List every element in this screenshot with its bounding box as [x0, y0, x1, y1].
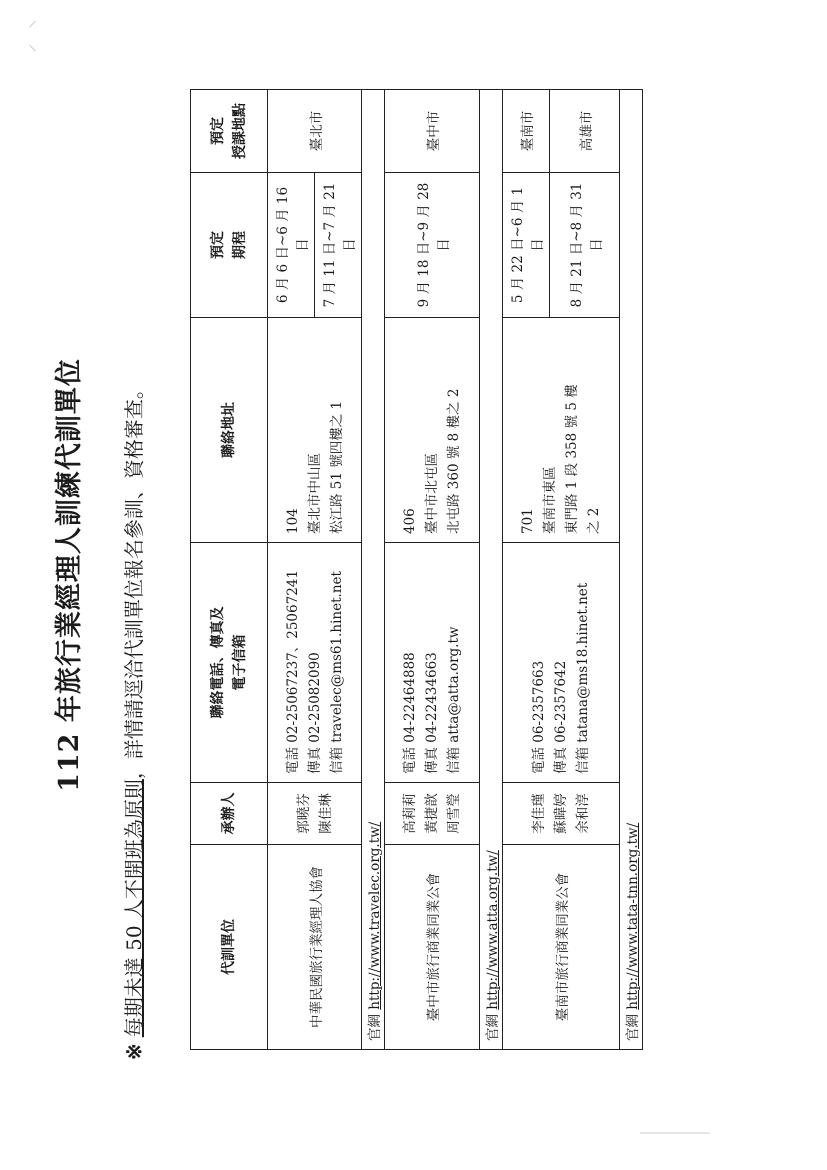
header-contact-person: 承辦人 — [191, 783, 268, 845]
period: 5 月 22 日~6 月 1 日 — [503, 173, 550, 318]
period: 6 月 6 日~6 月 16 日 — [268, 173, 315, 318]
contact-info: 電話 06-2357663 傳真 06-2357642 信箱 tatana@ms18.hinet.net — [503, 543, 620, 783]
website-label: 官網 — [485, 1014, 501, 1041]
table-header-row — [191, 90, 268, 1050]
website-label: 官網 — [625, 1014, 641, 1041]
contact-info: 電話 02-25067237、25067241 傳真 02-25082090 信箱 travelec@ms61.hinet.net — [268, 543, 362, 783]
website-link[interactable]: http://www.atta.org.tw/ — [485, 850, 501, 1010]
website-row — [362, 90, 385, 1050]
org-name: 中華民國旅行業經理人協會 — [268, 845, 362, 1050]
contact-info: 電話 04-22464888 傳真 04-22434663 信箱 atta@atta.org.tw — [385, 543, 480, 783]
header-phone-fax-email: 聯絡電話、傳真及 電子信箱 — [191, 543, 268, 783]
location: 高雄市 — [550, 90, 620, 173]
page-note — [114, 50, 154, 1060]
table-row — [385, 90, 480, 1050]
period: 8 月 21 日~8 月 31 日 — [550, 173, 620, 318]
contact-persons: 高莉莉 黃捷歆 周雪瑩 — [385, 783, 480, 845]
table-row — [503, 90, 550, 1050]
header-org: 代訓單位 — [191, 845, 268, 1050]
org-name: 臺南市旅行商業同業公會 — [503, 845, 620, 1050]
website-link[interactable]: http://www.travelec.org.tw/ — [367, 821, 383, 1010]
address: 104 臺北市中山區 松江路 51 號四樓之 1 — [268, 318, 362, 543]
scan-smudge: ⸝ ⸜ — [28, 10, 37, 55]
header-location: 預定 授課地點 — [191, 90, 268, 173]
address: 701 臺南市東區 東門路 1 段 358 號 5 樓 之 2 — [503, 318, 620, 543]
contact-persons: 李佳瑾 蘇暐婷 余和淳 — [503, 783, 620, 845]
note-rest: ，詳情請逕洽代訓單位報名參訓、資格審查。 — [122, 379, 146, 780]
header-address: 聯絡地址 — [191, 318, 268, 543]
location: 臺北市 — [268, 90, 362, 173]
training-units-table — [190, 89, 643, 1050]
address: 406 臺中市北屯區 北屯路 360 號 8 樓之 2 — [385, 318, 480, 543]
note-underlined: 每期未達 50 人不開班為原則 — [122, 779, 146, 1038]
page-title: 112 年旅行業經理人訓練代訓單位 — [54, 358, 85, 792]
note-mark: ※ — [122, 1043, 146, 1060]
website-row — [480, 90, 503, 1050]
scan-artifact-line — [640, 1132, 710, 1134]
location: 臺中市 — [385, 90, 480, 173]
location: 臺南市 — [503, 90, 550, 173]
rotated-page — [40, 50, 780, 1100]
header-period: 預定 期程 — [191, 173, 268, 318]
period: 7 月 11 日~7 月 21 日 — [315, 173, 362, 318]
website-label: 官網 — [367, 1014, 383, 1041]
website-row — [620, 90, 643, 1050]
period: 9 月 18 日~9 月 28 日 — [385, 173, 480, 318]
website-link[interactable]: http://www.tata-tnn.org.tw/ — [625, 822, 641, 1010]
org-name: 臺中市旅行商業同業公會 — [385, 845, 480, 1050]
table-row — [268, 90, 315, 1050]
contact-persons: 郭曉芬 陳佳琳 — [268, 783, 362, 845]
